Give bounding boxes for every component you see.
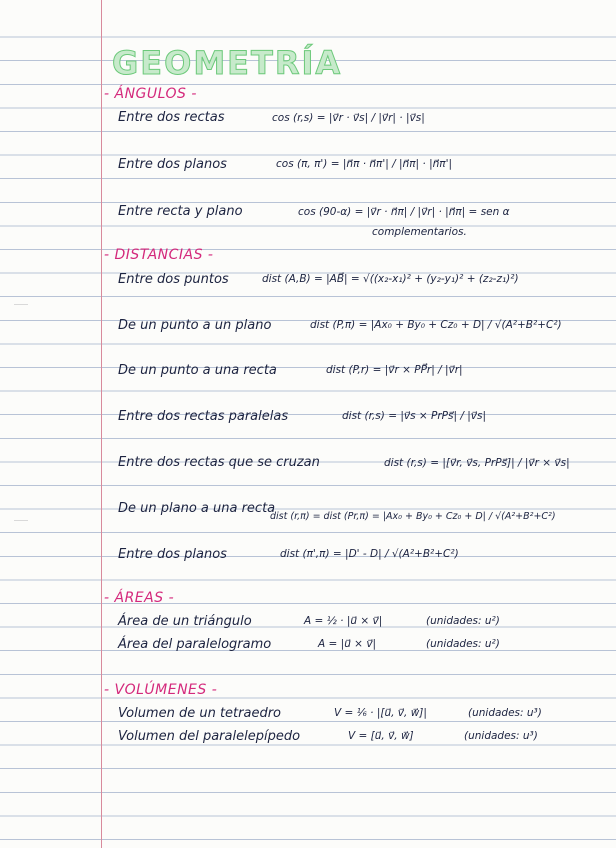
complementary-note: complementarios.	[372, 226, 467, 238]
distance-point-plane-label: De un punto a un plano	[118, 318, 272, 333]
volume-parallelepiped-formula: V = [u⃗, v⃗, w⃗]	[348, 730, 414, 742]
area-parallelogram-label: Área del paralelogramo	[118, 637, 272, 652]
distance-point-line-label: De un punto a una recta	[118, 363, 277, 378]
section-heading-distancias: - DISTANCIAS -	[104, 247, 214, 263]
distance-parallel-lines-label: Entre dos rectas paralelas	[118, 409, 289, 424]
distance-parallel-lines-formula: dist (r,s) = |v⃗s × PrPs⃗| / |v⃗s|	[342, 410, 486, 422]
section-heading-angulos: - ÁNGULOS -	[104, 86, 197, 102]
area-triangle-formula: A = ½ · |u⃗ × v⃗|	[304, 615, 383, 627]
distance-planes-label: Entre dos planos	[118, 547, 227, 562]
punch-hole-mark	[14, 520, 28, 524]
volume-parallelepiped-label: Volumen del paralelepípedo	[118, 729, 301, 744]
distance-points-label: Entre dos puntos	[118, 272, 229, 287]
distance-crossing-lines-label: Entre dos rectas que se cruzan	[118, 455, 320, 470]
area-triangle-units: (unidades: u²)	[426, 615, 500, 627]
page-title: GEOMETRÍA	[112, 44, 343, 82]
volume-tetrahedron-label: Volumen de un tetraedro	[118, 706, 282, 721]
volume-tetrahedron-formula: V = ⅙ · |[u⃗, v⃗, w⃗]|	[334, 707, 427, 719]
angle-lines-label: Entre dos rectas	[118, 110, 225, 125]
volume-parallelepiped-units: (unidades: u³)	[464, 730, 538, 742]
distance-points-formula: dist (A,B) = |AB⃗| = √((x₂-x₁)² + (y₂-y₁)² + (z₂-z₁)²)	[262, 273, 519, 285]
area-parallelogram-units: (unidades: u²)	[426, 638, 500, 650]
angle-line-plane-label: Entre recta y plano	[118, 204, 243, 219]
distance-planes-formula: dist (π',π) = |D' - D| / √(A²+B²+C²)	[280, 548, 459, 560]
angle-planes-label: Entre dos planos	[118, 157, 227, 172]
area-parallelogram-formula: A = |u⃗ × v⃗|	[318, 638, 377, 650]
angle-lines-formula: cos (r,s) = |v⃗r · v⃗s| / |v⃗r| · |v⃗s|	[272, 112, 425, 124]
section-heading-areas: - ÁREAS -	[104, 590, 175, 606]
punch-hole-mark	[14, 304, 28, 308]
margin-line	[101, 0, 102, 848]
angle-planes-formula: cos (π, π') = |n⃗π · n⃗π'| / |n⃗π| · |n⃗π'|	[276, 158, 453, 170]
distance-plane-line-label: De un plano a una recta	[118, 501, 276, 516]
distance-point-plane-formula: dist (P,π) = |Ax₀ + By₀ + Cz₀ + D| / √(A²+B²+C²)	[310, 319, 562, 331]
area-triangle-label: Área de un triángulo	[118, 614, 252, 629]
distance-plane-line-formula: dist (r,π) = dist (Pr,π) = |Ax₀ + By₀ + Cz₀ + D| / √(A²+B²+C²)	[270, 511, 556, 522]
volume-tetrahedron-units: (unidades: u³)	[468, 707, 542, 719]
angle-line-plane-formula: cos (90-α) = |v⃗r · n⃗π| / |v⃗r| · |n⃗π| = sen α	[298, 206, 510, 218]
distance-crossing-lines-formula: dist (r,s) = |[v⃗r, v⃗s, PrPs⃗]| / |v⃗r × v⃗s|	[384, 457, 570, 469]
distance-point-line-formula: dist (P,r) = |v⃗r × PP⃗r| / |v⃗r|	[326, 364, 463, 376]
section-heading-volumenes: - VOLÚMENES -	[104, 682, 218, 698]
